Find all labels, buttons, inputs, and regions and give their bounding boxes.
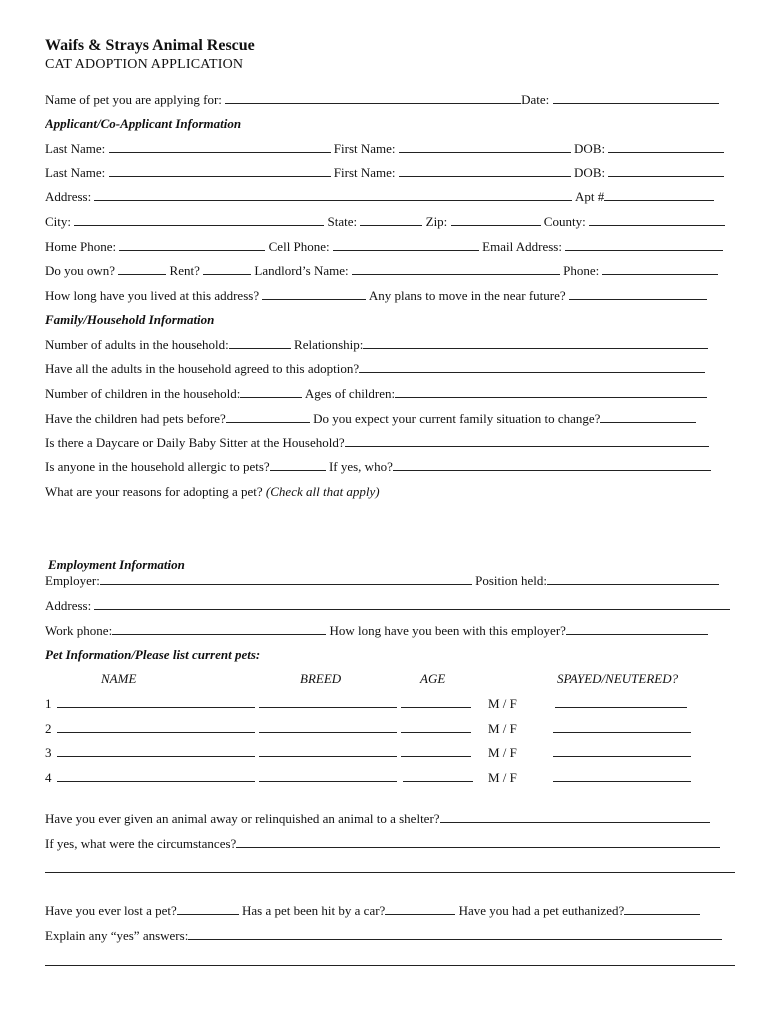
dob-label: DOB: [574, 165, 606, 180]
children-pets-label: Have the children had pets before? [45, 411, 226, 426]
org-title: Waifs & Strays Animal Rescue [45, 38, 255, 54]
first-name-field[interactable] [399, 165, 571, 177]
email-label: Email Address: [482, 239, 562, 254]
county-field[interactable] [589, 214, 725, 226]
cell-phone-field[interactable] [333, 239, 479, 251]
rent-label: Rent? [169, 263, 200, 278]
employer-tenure-field[interactable] [566, 623, 708, 635]
given-away-field[interactable] [440, 811, 710, 823]
email-field[interactable] [565, 239, 723, 251]
adults-row [45, 337, 737, 353]
first-name-field[interactable] [399, 141, 571, 153]
lost-pet-label: Have you ever lost a pet? [45, 903, 177, 918]
move-plans-label: Any plans to move in the near future? [368, 288, 566, 303]
pet-row-number: 1 [45, 696, 52, 711]
hit-by-car-field[interactable] [385, 903, 455, 915]
city-field[interactable] [74, 214, 324, 226]
pet-name-field[interactable] [225, 92, 521, 104]
section-applicant: Applicant/Co-Applicant Information [45, 116, 242, 131]
children-pets-field[interactable] [226, 411, 310, 423]
change-field[interactable] [600, 411, 696, 423]
how-long-field[interactable] [262, 288, 366, 300]
daycare-label: Is there a Daycare or Daily Baby Sitter at the Household? [45, 435, 345, 450]
address-label: Address: [45, 189, 92, 204]
dob-label: DOB: [574, 141, 606, 156]
adults-label: Number of adults in the household: [45, 337, 229, 352]
daycare-row [45, 435, 737, 451]
section-family: Family/Household Information [45, 312, 215, 327]
pet-breed-field[interactable] [259, 745, 397, 757]
if-yes-who-label: If yes, who? [328, 459, 393, 474]
ages-field[interactable] [395, 386, 707, 398]
lost-pet-field[interactable] [177, 903, 239, 915]
children-field[interactable] [240, 386, 302, 398]
relationship-field[interactable] [363, 337, 708, 349]
first-name-label: First Name: [333, 141, 396, 156]
explain-field[interactable] [188, 928, 722, 940]
county-label: County: [543, 214, 586, 229]
move-plans-field[interactable] [569, 288, 707, 300]
pet-sex[interactable]: M / F [488, 696, 517, 711]
adults-field[interactable] [229, 337, 291, 349]
relationship-label: Relationship: [294, 337, 364, 352]
if-yes-who-field[interactable] [393, 459, 711, 471]
pet-row-number: 3 [45, 745, 52, 760]
ages-label: Ages of children: [304, 386, 396, 401]
pet-age-field[interactable] [401, 745, 471, 757]
pet-row [45, 745, 737, 761]
last-name-field[interactable] [109, 141, 331, 153]
dob-field[interactable] [608, 165, 724, 177]
phone-label: Phone: [563, 263, 600, 278]
euthanized-field[interactable] [624, 903, 700, 915]
apt-label: Apt # [575, 189, 605, 204]
city-label: City: [45, 214, 72, 229]
last-name-field[interactable] [109, 165, 331, 177]
pet-name-field[interactable] [57, 745, 255, 757]
employer-address-row [45, 598, 737, 614]
housing-row [45, 263, 737, 279]
state-label: State: [327, 214, 358, 229]
zip-label: Zip: [425, 214, 448, 229]
pet-row [45, 696, 737, 712]
how-long-label: How long have you lived at this address? [45, 288, 260, 303]
address-field[interactable] [94, 189, 572, 201]
explain-row [45, 928, 737, 944]
euthanized-label: Have you had a pet euthanized? [458, 903, 625, 918]
work-phone-field[interactable] [112, 623, 326, 635]
section-employment: Employment Information [48, 557, 185, 572]
pet-sex[interactable]: M / F [488, 745, 517, 760]
cell-phone-label: Cell Phone: [268, 239, 330, 254]
own-field[interactable] [118, 263, 166, 275]
employer-tenure-label: How long have you been with this employer? [329, 623, 566, 638]
pet-age-field[interactable] [401, 696, 471, 708]
landlord-field[interactable] [352, 263, 560, 275]
address-row [45, 189, 737, 205]
pet-sex[interactable]: M / F [488, 770, 517, 785]
col-name: NAME [101, 671, 137, 686]
pet-name-field[interactable] [57, 721, 255, 733]
last-name-label: Last Name: [45, 165, 106, 180]
pet-spayed-field[interactable] [553, 770, 691, 782]
change-label: Do you expect your current family situation to change? [313, 411, 601, 426]
last-name-label: Last Name: [45, 141, 106, 156]
allergic-field[interactable] [270, 459, 326, 471]
employer-address-label: Address: [45, 598, 92, 613]
rent-field[interactable] [203, 263, 251, 275]
col-spayed: SPAYED/NEUTERED? [557, 671, 679, 686]
circumstances-row [45, 836, 737, 852]
employer-row [45, 573, 737, 589]
circumstances-label: If yes, what were the circumstances? [45, 836, 237, 851]
allergic-label: Is anyone in the household allergic to pets? [45, 459, 270, 474]
agreed-label: Have all the adults in the household agreed to this adoption? [45, 361, 360, 376]
pet-age-field[interactable] [403, 770, 473, 782]
pet-breed-field[interactable] [259, 696, 397, 708]
hit-by-car-label: Has a pet been hit by a car? [242, 903, 386, 918]
col-age: AGE [420, 671, 446, 686]
pet-row [45, 770, 737, 786]
reasons-note: (Check all that apply) [265, 484, 380, 499]
circumstances-continuation-field[interactable] [45, 872, 735, 873]
applicant-row-1 [45, 141, 737, 157]
zip-field[interactable] [451, 214, 541, 226]
daycare-field[interactable] [345, 435, 709, 447]
pet-row [45, 721, 737, 737]
pet-sex[interactable]: M / F [488, 721, 517, 736]
reasons-label: What are your reasons for adopting a pet? [45, 484, 263, 499]
date-field[interactable] [553, 92, 719, 104]
pet-name-field[interactable] [57, 696, 255, 708]
position-field[interactable] [547, 573, 719, 585]
reasons-row [45, 484, 737, 500]
city-row [45, 214, 737, 230]
form-title: CAT ADOPTION APPLICATION [45, 57, 244, 72]
pet-name-label: Name of pet you are applying for: [45, 92, 222, 107]
explain-continuation-field[interactable] [45, 965, 735, 966]
pet-row-number: 4 [45, 770, 52, 785]
children-pets-row [45, 411, 737, 427]
pet-history-row [45, 903, 737, 919]
pet-spayed-field[interactable] [553, 721, 691, 733]
circumstances-field[interactable] [236, 836, 720, 848]
col-breed: BREED [300, 671, 342, 686]
agreed-field[interactable] [359, 361, 705, 373]
pet-name-field[interactable] [57, 770, 255, 782]
applicant-row-2 [45, 165, 737, 181]
residence-row [45, 288, 737, 304]
section-pets: Pet Information/Please list current pets: [45, 647, 261, 662]
pet-spayed-field[interactable] [555, 696, 687, 708]
given-away-row [45, 811, 737, 827]
agreed-row [45, 361, 737, 377]
own-label: Do you own? [45, 263, 116, 278]
state-field[interactable] [360, 214, 422, 226]
allergic-row [45, 459, 737, 475]
explain-label: Explain any “yes” answers: [45, 928, 189, 943]
first-name-label: First Name: [333, 165, 396, 180]
pet-row-number: 2 [45, 721, 52, 736]
employer-address-field[interactable] [94, 598, 730, 610]
children-label: Number of children in the household: [45, 386, 241, 401]
home-phone-label: Home Phone: [45, 239, 117, 254]
phone-row [45, 239, 737, 255]
phone-field[interactable] [602, 263, 718, 275]
home-phone-field[interactable] [119, 239, 265, 251]
apt-field[interactable] [604, 189, 714, 201]
dob-field[interactable] [608, 141, 724, 153]
employer-field[interactable] [100, 573, 472, 585]
pets-table-header [45, 671, 737, 687]
pet-spayed-field[interactable] [553, 745, 691, 757]
landlord-label: Landlord’s Name: [254, 263, 349, 278]
pet-name-row [45, 92, 737, 108]
position-label: Position held: [475, 573, 548, 588]
pet-breed-field[interactable] [259, 721, 397, 733]
children-row [45, 386, 737, 402]
pet-age-field[interactable] [401, 721, 471, 733]
work-phone-label: Work phone: [45, 623, 113, 638]
pet-breed-field[interactable] [259, 770, 397, 782]
work-phone-row [45, 623, 737, 639]
given-away-label: Have you ever given an animal away or relinquished an animal to a shelter? [45, 811, 440, 826]
date-label: Date: [521, 92, 550, 107]
employer-label: Employer: [45, 573, 100, 588]
